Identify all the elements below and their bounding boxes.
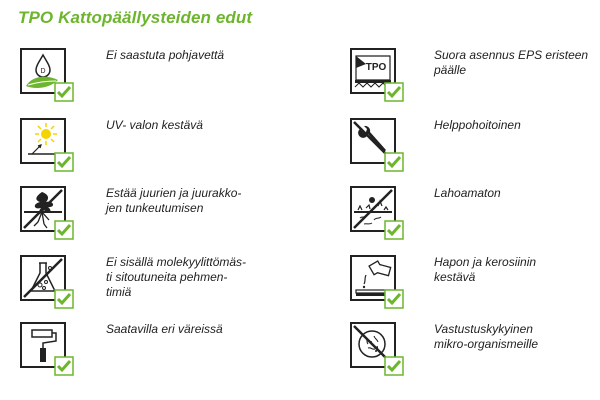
no-roots-icon: [20, 186, 66, 232]
tpo-layer-icon: [350, 48, 396, 94]
benefit-label-line: kestävä: [434, 270, 476, 284]
benefit-label-line: ti sitoutuneita pehmen-: [106, 270, 228, 284]
water-drop-leaf-icon: [20, 48, 66, 94]
benefit-label-line: Ei saastuta pohjavettä: [106, 48, 225, 62]
benefit-label-line: päälle: [434, 63, 467, 77]
benefit-label-line: UV- valon kestävä: [106, 118, 203, 132]
no-wrench-icon: [350, 118, 396, 164]
checkmark-icon: [54, 289, 74, 309]
benefit-label-line: Helppohoitoinen: [434, 118, 521, 132]
checkmark-icon: [384, 152, 404, 172]
benefit-label-line: jen tunkeutumisen: [106, 201, 204, 215]
checkmark-icon: [54, 220, 74, 240]
sun-uv-icon: [20, 118, 66, 164]
benefit-label-line: Saatavilla eri väreissä: [106, 322, 223, 336]
benefit-label-line: Suora asennus EPS eristeen: [434, 48, 589, 62]
checkmark-icon: [54, 82, 74, 102]
no-chemical-flask-icon: [20, 255, 66, 301]
benefit-label-line: Hapon ja kerosiinin: [434, 255, 537, 269]
benefit-label-line: Estää juurien ja juurakko-: [106, 186, 242, 200]
svg-text:D: D: [40, 68, 46, 75]
paint-roller-icon: [20, 322, 66, 368]
benefit-label-line: Vastustuskykyinen: [434, 322, 533, 336]
no-rot-icon: [350, 186, 396, 232]
page-title: TPO Kattopäällysteiden edut: [18, 8, 253, 27]
checkmark-icon: [384, 356, 404, 376]
checkmark-icon: [54, 152, 74, 172]
checkmark-icon: [384, 220, 404, 240]
benefit-label-line: Lahoamaton: [434, 186, 501, 200]
benefit-label-line: timiä: [106, 285, 132, 299]
checkmark-icon: [384, 289, 404, 309]
no-microorganism-icon: [350, 322, 396, 368]
benefit-label-line: Ei sisällä molekyylittömäs-: [106, 255, 247, 269]
checkmark-icon: [384, 82, 404, 102]
acid-pour-icon: [350, 255, 396, 301]
benefit-label-line: mikro-organismeille: [434, 337, 539, 351]
tpo-icon-text: TPO: [365, 62, 387, 73]
checkmark-icon: [54, 356, 74, 376]
